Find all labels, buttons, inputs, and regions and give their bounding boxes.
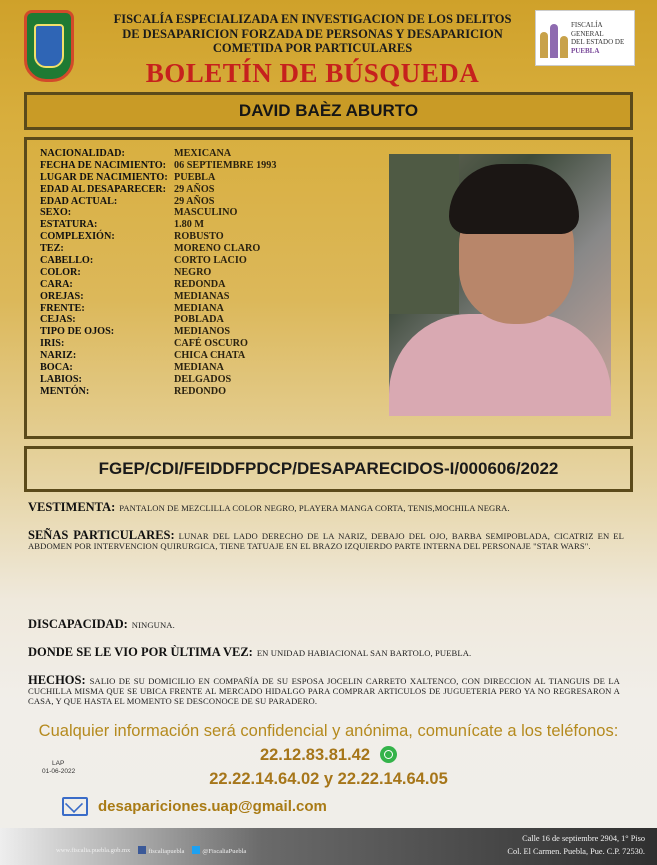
detail-label: LUGAR DE NACIMIENTO: <box>40 171 168 183</box>
detail-label: BOCA: <box>40 362 73 374</box>
detail-value: MEDIANA <box>174 302 224 314</box>
mail-icon <box>62 797 88 816</box>
detail-row <box>40 374 380 386</box>
detail-label: MENTÓN: <box>40 385 90 397</box>
footer <box>0 828 657 865</box>
detail-label: TIPO DE OJOS: <box>40 326 115 338</box>
website-link[interactable]: www.fiscalia.puebla.gob.mx <box>56 847 131 854</box>
detail-row <box>40 207 380 219</box>
fiscalia-logo: FISCALÍA GENERAL DEL ESTADO DE PUEBLA <box>535 10 635 66</box>
detail-row <box>40 172 380 184</box>
detail-value: ROBUSTO <box>174 231 224 243</box>
detail-row <box>40 314 380 326</box>
detail-value: CAFÉ OSCURO <box>174 338 248 350</box>
detail-value: 29 AÑOS <box>174 195 215 207</box>
detail-label: NACIONALIDAD: <box>40 148 125 159</box>
discapacidad-section: DISCAPACIDAD: NINGUNA. <box>28 617 175 631</box>
detail-row <box>40 196 380 208</box>
person-name: DAVID BAÈZ ABURTO <box>238 101 419 120</box>
last-seen-section: DONDE SE LE VIO POR ÙLTIMA VEZ: EN UNIDAD HABIACIONAL SAN BARTOLO, PUEBLA. <box>28 645 472 659</box>
facebook-link[interactable]: fiscaliapuebla <box>138 846 184 855</box>
missing-person-photo <box>389 154 611 416</box>
address: Calle 16 de septiembre 2904, 1° Piso Col. El Carmen. Puebla, Pue. C.P. 72530. <box>507 834 645 856</box>
hechos-section: HECHOS: SALIO DE SU DOMICILIO EN COMPAÑÍA DE SU ESPOSA JOCELIN CARRETO XALTENCO, CON DIRECCION AL TIANGUIS DE LA CUCHILLA MISMA QUE SE UBICA FRENTE AL MERCADO HIDALGO PARA COMPRAR ARTICULOS DE JUGUETERIA PERO YA NO REGRESARON A CASA, Y QUE HASTA EL MOMENTO SE DESCONOCE DE SU PARADERO. <box>28 673 620 706</box>
vestimenta-section: VESTIMENTA: PANTALON DE MEZCLILLA COLOR NEGRO, PLAYERA MANGA CORTA, TENIS,MOCHILA NEGRA. <box>28 500 510 514</box>
senas-section: SEÑAS PARTICULARES: LUNAR DEL LADO DERECHO DE LA NARIZ, DEBAJO DEL OJO, BARBA SEMIPOBLADA, CICATRIZ EN EL ABDOMEN POR INTERVENCION QUIRURGICA, TIENE TATUAJE EN EL BRAZO IZQUIERDO PARTE INTERNA DEL PERSONAJE "STAR WARS". <box>28 528 624 551</box>
person-name-box <box>24 92 633 130</box>
detail-value: MEDIANOS <box>174 326 231 338</box>
email-address[interactable]: desapariciones.uap@gmail.com <box>98 798 327 815</box>
detail-row <box>40 255 380 267</box>
footer-links <box>56 846 246 855</box>
detail-value: MEDIANAS <box>174 290 230 302</box>
detail-value: 1.80 M <box>174 219 204 231</box>
bulletin-title: BOLETÍN DE BÚSQUEDA <box>145 58 480 88</box>
detail-row <box>40 160 380 172</box>
detail-label: COMPLEXIÓN: <box>40 231 115 243</box>
twitter-link[interactable]: @FiscaliaPuebla <box>192 846 246 855</box>
details-list <box>40 148 380 398</box>
detail-label: NARIZ: <box>40 350 77 362</box>
detail-label: CARA: <box>40 278 73 290</box>
detail-row <box>40 386 380 398</box>
facebook-icon <box>138 846 146 854</box>
detail-row <box>40 184 380 196</box>
phone-primary <box>0 746 657 765</box>
detail-row <box>40 291 380 303</box>
detail-value: REDONDO <box>174 385 227 397</box>
detail-row <box>40 219 380 231</box>
contact-message: Cualquier información será confidencial y anónima, comunícate a los teléfonos: <box>38 722 619 740</box>
detail-row <box>40 303 380 315</box>
detail-row <box>40 231 380 243</box>
email-contact[interactable] <box>62 797 327 816</box>
detail-label: EDAD AL DESAPARECER: <box>40 183 167 195</box>
detail-row <box>40 267 380 279</box>
detail-value: REDONDA <box>174 278 226 290</box>
detail-label: LABIOS: <box>40 373 82 385</box>
details-box <box>24 137 633 439</box>
detail-label: SEXO: <box>40 207 72 219</box>
case-folio-box <box>24 446 633 492</box>
detail-label: TEZ: <box>40 243 64 255</box>
detail-label: EDAD ACTUAL: <box>40 195 118 207</box>
detail-value: CHICA CHATA <box>174 350 246 362</box>
detail-label: FRENTE: <box>40 302 85 314</box>
detail-label: OREJAS: <box>40 290 84 302</box>
lap-stamp: LAP 01-06-2022 <box>42 760 76 775</box>
detail-row <box>40 279 380 291</box>
detail-value: PUEBLA <box>174 171 216 183</box>
header <box>0 0 657 92</box>
detail-value: 06 SEPTIEMBRE 1993 <box>174 159 277 171</box>
detail-value: MASCULINO <box>174 207 238 219</box>
twitter-icon <box>192 846 200 854</box>
detail-label: COLOR: <box>40 266 81 278</box>
detail-label: CABELLO: <box>40 255 94 267</box>
case-folio: FGEP/CDI/FEIDDFPDCP/DESAPARECIDOS-I/000606/2022 <box>98 459 559 478</box>
detail-value: POBLADA <box>174 314 224 326</box>
detail-value: DELGADOS <box>174 373 232 385</box>
state-seal-icon <box>24 10 74 82</box>
detail-value: MEXICANA <box>174 148 232 159</box>
detail-label: IRIS: <box>40 338 65 350</box>
phones-secondary[interactable]: 22.22.14.64.02 y 22.22.14.64.05 <box>209 770 448 788</box>
detail-row <box>40 243 380 255</box>
whatsapp-icon <box>380 746 397 763</box>
agency-title: FISCALÍA ESPECIALIZADA EN INVESTIGACION DE LOS DELITOS DE DESAPARICION FORZADA DE PERSONAS Y DESAPARICION COMETIDA POR PARTICULARES <box>113 12 512 55</box>
detail-value: CORTO LACIO <box>174 255 247 267</box>
detail-label: CEJAS: <box>40 314 76 326</box>
detail-row <box>40 338 380 350</box>
detail-value: 29 AÑOS <box>174 183 215 195</box>
detail-value: NEGRO <box>174 266 212 278</box>
detail-value: MEDIANA <box>174 362 224 374</box>
fiscalia-logo-icon <box>540 18 567 58</box>
detail-row <box>40 326 380 338</box>
detail-label: ESTATURA: <box>40 219 98 231</box>
detail-value: MORENO CLARO <box>174 243 261 255</box>
detail-row <box>40 148 380 160</box>
detail-row <box>40 350 380 362</box>
phone-primary-link[interactable]: 22.12.83.81.42 <box>259 746 371 764</box>
detail-row <box>40 362 380 374</box>
detail-label: FECHA DE NACIMIENTO: <box>40 159 167 171</box>
